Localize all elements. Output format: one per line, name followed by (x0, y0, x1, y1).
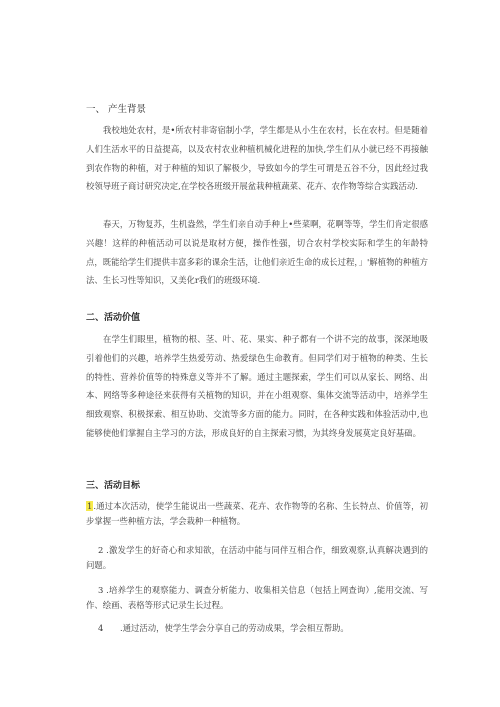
goal-number: 4 (98, 623, 104, 633)
goal-item-4: 4 .通过活动，使学生学会分享自己的劳动成果，学会相互帮助。 (98, 623, 349, 633)
goal-text: 激发学生的好奇心和求知欲，在活动中能与同伴互相合作，细致观察,认真解决遇到的问题。 (86, 545, 428, 570)
goal-number: 2 (98, 545, 104, 555)
goal-number-highlight: 1 (87, 501, 93, 511)
background-paragraph-1: 我校地处农村，是•所农村非寄宿制小学，学生都是从小生在农村，长在农村。但是随着人们生活水平的日益提高，以及农村农业种植机械化进程的加快,学生们从小就已经不再接触到农作物的种植，对于种植的知识了解极少，导致如今的学生可谓是五谷不分，因此经过我校领导班子商讨研究决定,在学校各班级开展盆栽种植蔬菜、花卉、农作物等综合实践活动. (86, 125, 428, 192)
goal-text: 培养学生的观察能力、调查分析能力、收集相关信息（包括上网查询）,能用交流、写作、绘画、表格等形式记录生长过程。 (86, 585, 428, 610)
background-paragraph-2: 春天，万物复苏，生机盎然，学生们亲自动手种上•些菜啊，花啊等等，学生们肯定很感兴趣！这样的种植活动可以说是取材方便，操作性强，切合农村学校实际和学生的年龄特点，既能给学生们提供丰富多彩的课余生活，让他们亲近生命的成长过程，」'解植物的种植方法、生长习性等知识，又美化r我们的班级环境. (86, 219, 428, 286)
goal-text: 通过活动，使学生学会分享自己的劳动成果，学会相互帮助。 (122, 623, 349, 633)
goal-number: 3 (98, 585, 104, 595)
goal-item-1: 1.通过本次活动，使学生能说出一些蔬菜、花卉、农作物等的名称、生长特点、价值等，初步掌握一些种植方法，学会栽种一种植物。 (86, 501, 428, 526)
goal-item-3: 3 .培养学生的观察能力、调查分析能力、收集相关信息（包括上网查询）,能用交流、写作、绘画、表格等形式记录生长过程。 (86, 585, 428, 610)
value-paragraph: 在学生们眼里，植物的根、茎、叶、花、果实、种子都有一个讲不完的故事，深深地吸引着他们的兴趣，培养学生热爱劳动、热爱绿色生命教育。但同学们对于植物的种类、生长的特性、营养价值等的特殊意义等并不了解。通过主题探索，学生们可以从家长、网络、出本、网络等多种途径来获得有关植物的知识，并在小组观察、集体交流等活动中，培养学生细致观察、积极探索、相互协助、交流等多方面的能力。同时，在各种实践和体验活动中,也能够使他们掌握自主学习的方法，形成良好的自主探索习惯，为其终身发展莫定良好基础。 (86, 334, 428, 438)
goal-text: 通过本次活动，使学生能说出一些蔬菜、花卉、农作物等的名称、生长特点、价值等，初步掌握一些种植方法，学会栽种一种植物。 (86, 501, 428, 526)
goal-item-2: 2 .激发学生的好奇心和求知欲，在活动中能与同伴互相合作，细致观察,认真解决遇到的问题。 (86, 545, 428, 570)
section-heading-value: 二、活动价值 (86, 313, 141, 323)
section-heading-background: 一、 产生背景 (86, 104, 147, 115)
section-heading-goals: 三、活动目标 (86, 481, 141, 491)
